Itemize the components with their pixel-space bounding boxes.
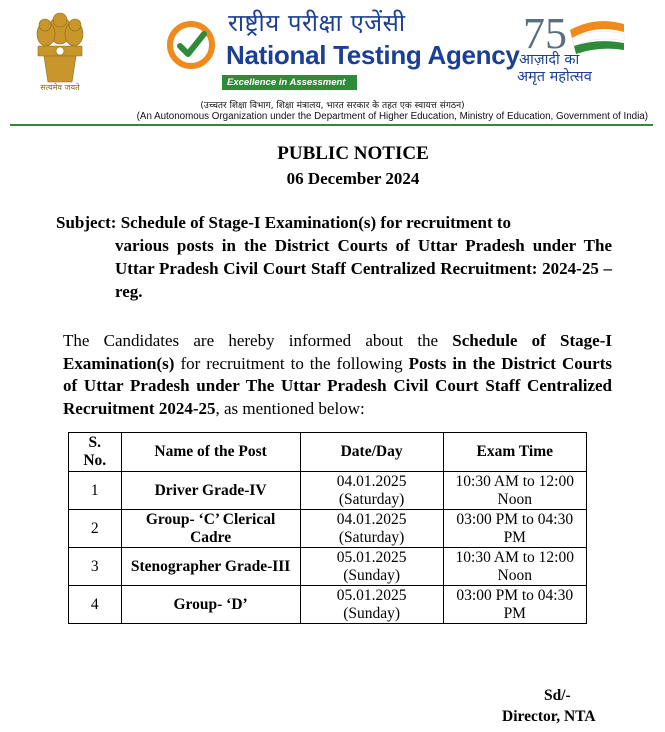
row-post: Group- ‘D’ <box>121 586 300 624</box>
nta-logo-icon <box>166 20 216 70</box>
row-post: Stenographer Grade-III <box>121 548 300 586</box>
header-divider <box>10 124 653 126</box>
row-date-day <box>300 586 443 624</box>
row-day: (Sunday) <box>343 604 401 622</box>
intro-bold-2: Posts in the District Courts of Uttar Pradesh under The Uttar Pradesh Civil Court Staff Centralized Recruitment 2024-25 <box>63 353 612 418</box>
table-row <box>69 586 587 624</box>
row-date: 05.01.2025 <box>336 548 407 566</box>
header-sno <box>69 433 122 472</box>
row-day: (Saturday) <box>338 528 405 546</box>
row-day: (Saturday) <box>338 490 405 508</box>
header-time: Exam Time <box>443 433 586 472</box>
azadi-line2: अमृत महोत्सव <box>517 69 592 85</box>
row-sno: 4 <box>69 586 122 624</box>
subject-rest: various posts in the District Courts of Uttar Pradesh under The Uttar Pradesh Civil Court Staff Centralized Recruitment: 2024-25 – reg. <box>115 236 612 301</box>
subtitle-english: (An Autonomous Organization under the Department of Higher Education, Ministry of Education, Government of India) <box>136 111 648 122</box>
row-post: Group- ‘C’ Clerical Cadre <box>121 510 300 548</box>
row-date: 04.01.2025 <box>336 510 407 528</box>
table-row <box>69 472 587 510</box>
notice-intro <box>63 330 612 420</box>
intro-bold-1: Schedule of Stage-I Examination(s) <box>63 331 612 373</box>
row-date: 05.01.2025 <box>336 586 407 604</box>
row-day: (Sunday) <box>343 566 401 584</box>
row-post: Driver Grade-IV <box>121 472 300 510</box>
subject-label: Subject: <box>56 213 117 232</box>
header-sno-line2: No. <box>83 452 107 469</box>
notice-date: 06 December 2024 <box>286 169 420 188</box>
intro-text-2: for recruitment to the following <box>174 353 409 373</box>
row-time: 10:30 AM to 12:00 Noon <box>443 548 586 586</box>
emblem-motto: सत्यमेव जयते <box>40 83 80 92</box>
azadi-tagline <box>517 52 647 86</box>
row-date-day <box>300 548 443 586</box>
azadi-line1: आज़ादी का <box>519 52 580 68</box>
row-time: 10:30 AM to 12:00 Noon <box>443 472 586 510</box>
row-time: 03:00 PM to 04:30 PM <box>443 510 586 548</box>
table-header-row <box>69 433 587 472</box>
row-date: 04.01.2025 <box>336 472 407 490</box>
intro-text-3: , as mentioned below: <box>215 398 365 418</box>
header-post: Name of the Post <box>121 433 300 472</box>
header-date: Date/Day <box>300 433 443 472</box>
notice-subject <box>56 211 612 303</box>
notice-title: PUBLIC NOTICE <box>277 143 429 164</box>
signature-sd: Sd/- <box>544 687 571 704</box>
row-date-day <box>300 472 443 510</box>
exam-schedule-table <box>68 432 587 624</box>
signature-designation: Director, NTA <box>502 708 596 725</box>
table-row <box>69 510 587 548</box>
subject-line1: Schedule of Stage-I Examination(s) for recruitment to <box>120 213 512 232</box>
azadi-75-number: 75 <box>523 9 567 58</box>
org-name-hindi: राष्ट्रीय परीक्षा एजेंसी <box>228 9 406 37</box>
header-sno-line1: S. <box>88 434 102 451</box>
org-tagline: Excellence in Assessment <box>222 75 357 90</box>
intro-text-1: The Candidates are hereby informed about the <box>63 331 453 350</box>
row-time: 03:00 PM to 04:30 PM <box>443 586 586 624</box>
row-date-day <box>300 510 443 548</box>
table-row <box>69 548 587 586</box>
row-sno: 2 <box>69 510 122 548</box>
row-sno: 3 <box>69 548 122 586</box>
org-name-english: National Testing Agency <box>226 40 520 70</box>
row-sno: 1 <box>69 472 122 510</box>
subtitle-hindi: (उच्चतर शिक्षा विभाग, शिक्षा मंत्रालय, भारत सरकार के तहत एक स्वायत्त संगठन) <box>200 101 465 111</box>
